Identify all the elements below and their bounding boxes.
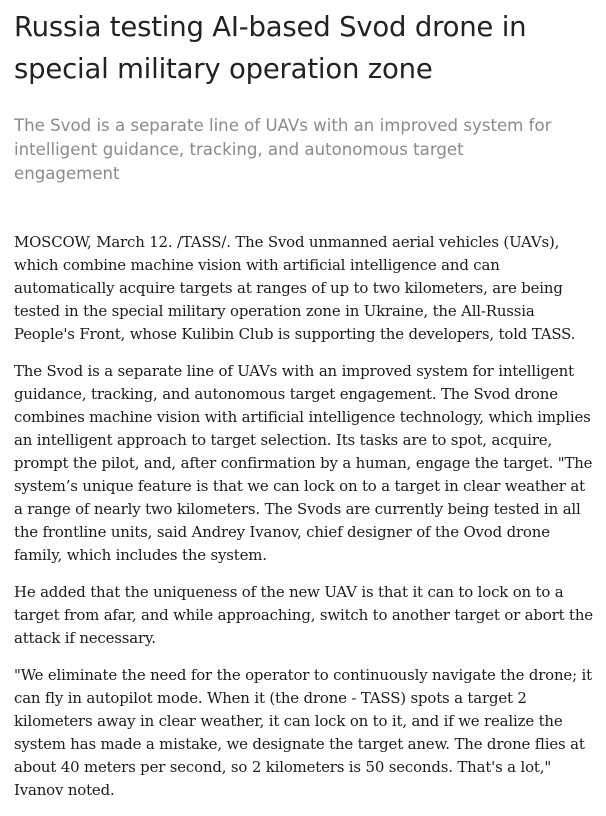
article-paragraph: The Svod is a separate line of UAVs with an improved system for intelligent guidance, tracking, and autonomous target engagement. The Svod drone combines machine vision with artificial intelligence technology, which implies an intelligent approach to target selection. Its tasks are to spot, acquire, prompt the pilot, and, after confirmation by a human, engage the target. "The system’s unique feature is that we can lock on to a target in clear weather at a range of nearly two kilometers. The Svods are currently being tested in all the frontline units, said Andrey Ivanov, chief designer of the Ovod drone family, which includes the system. <box>14 362 593 564</box>
article-paragraph: He added that the uniqueness of the new UAV is that it can to lock on to a target from afar, and while approaching, switch to another target or abort the attack if necessary. <box>14 583 593 647</box>
article <box>14 6 594 816</box>
article-paragraph: MOSCOW, March 12. /TASS/. The Svod unmanned aerial vehicles (UAVs), which combine machine vision with artificial intelligence and can automatically acquire targets at ranges of up to two kilometers, are being tested in the special military operation zone in Ukraine, the All-Russia People's Front, whose Kulibin Club is supporting the developers, told TASS. <box>14 233 576 343</box>
article-headline: Russia testing AI-based Svod drone in special military operation zone <box>14 11 527 85</box>
article-lead: The Svod is a separate line of UAVs with an improved system for intelligent guidance, tracking, and autonomous target engagement <box>14 116 552 183</box>
article-body <box>14 231 594 802</box>
article-paragraph: "We eliminate the need for the operator to continuously navigate the drone; it can fly in autopilot mode. When it (the drone - TASS) spots a target 2 kilometers away in clear weather, it can lock on to it, and if we realize the system has made a mistake, we designate the target anew. The drone flies at about 40 meters per second, so 2 kilometers is 50 seconds. That's a lot," Ivanov noted. <box>14 666 592 799</box>
